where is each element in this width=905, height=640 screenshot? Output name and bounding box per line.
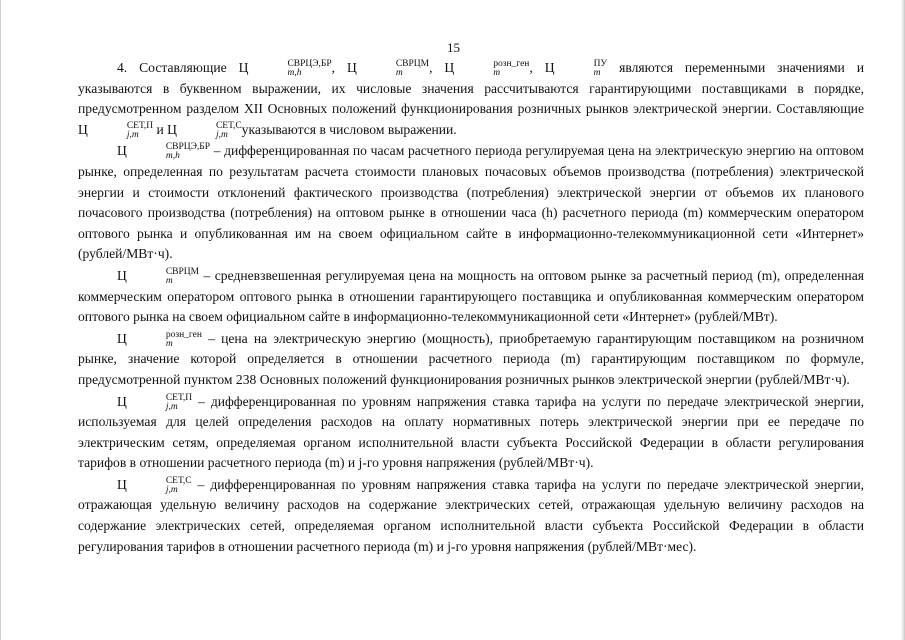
definition-text: – цена на электрическую энергию (мощность), приобретаемую гарантирующим поставщиком на розничном рынке, значение которой определяется в отношении расчетного периода (m) гарантирующим поставщиком по формуле, предусмотренной пунктом 238 Основных положений функционирования розничных рынков электрической энергии (рублей/МВт·ч). xyxy=(78,330,864,387)
para1-rest: являются переменными значениями и указываются в буквенном выражении, их числовые значения рассчитываются гарантирующими поставщиками в порядке, предусмотренном разделом XII Основных положений функционирования розничных рынков электрической энергии. Составляющие xyxy=(78,60,865,117)
definition-svrce-br xyxy=(78,141,864,265)
symbol-c-svrce-br: Ц СВРЦЭ,БР m,h xyxy=(117,142,211,162)
definition-set-p xyxy=(78,392,864,474)
symbol-c-set-s: Ц СЕТ,С j,m xyxy=(167,120,242,140)
document-body xyxy=(78,58,864,557)
definition-rozn-gen xyxy=(78,329,864,391)
definition-set-s xyxy=(78,475,864,557)
paragraph-components: 4. Составляющие Ц СВРЦЭ,БР m,h , Ц СВРЦМ m , Ц розн_ген m , Ц ПУ m являются переменными значениями и указываются в буквенном выражении, их числовые значения рассчитываются гарантирующими поставщиками в порядке, предусмотренном разделом XII Основных положений функционирования розничных рынков электрической энергии. Составляющие Ц СЕТ,П j,m и Ц СЕТ,С j,m указываются в числовом выражении. xyxy=(78,59,865,140)
definition-text: – дифференцированная по уровням напряжения ставка тарифа на услуги по передаче электрической энергии, отражающая удельную величину расходов на содержание электрических сетей, отражающая удельную величину расходов на содержание электрических сетей, определяемая органом исполнительной власти субъекта Российской Федерации в области регулирования тарифов в отношении расчетного периода (m) и j-го уровня напряжения (рублей/МВт·мес). xyxy=(78,476,864,554)
definition-svrcm xyxy=(78,266,864,328)
definition-text: – дифференцированная по часам расчетного периода регулируемая цена на электрическую энергию на оптовом рынке, определенная по результатам расчета стоимости плановых почасовых объемов производства (потребления) электрической энергии и стоимости отклонений фактического производства (потребления) электрической энергии от объемов их планового почасового производства (потребления) на оптовом рынке в отношении часа (h) расчетного периода (m) коммерческим оператором оптового рынка и опубликованная им на своем официальном сайте в информационно-телекоммуникационной сети «Интернет» (рублей/МВт·ч). xyxy=(78,143,864,262)
symbol-c-svrce-br: Ц СВРЦЭ,БР m,h xyxy=(238,59,332,78)
definition-text: – средневзвешенная регулируемая цена на мощность на оптовом рынке за расчетный период (m), определенная коммерческим оператором оптового рынка в отношении гарантирующего поставщика и опубликованная коммерческим оператором оптового рынка на своем официальном сайте в информационно-телекоммуникационной сети «Интернет» (рублей/МВт). xyxy=(78,267,864,325)
symbol-c-rozn-gen: Ц розн_ген m xyxy=(444,59,530,78)
definition-text: – дифференцированная по уровням напряжения ставка тарифа на услуги по передаче электрической энергии, используемая для целей определения расходов на оплату нормативных потерь электрической энергии при ее передаче по электрическим сетям, определяемая органом исполнительной власти субъекта Российской Федерации в области регулирования тарифов в отношении расчетного периода (m) и j-го уровня напряжения (рублей/МВт·ч). xyxy=(78,393,864,471)
para1-tail: указываются в числовом выражении. xyxy=(241,121,457,137)
symbol-c-set-s: Ц СЕТ,С j,m xyxy=(117,475,192,495)
page-number: 15 xyxy=(447,40,460,55)
symbol-c-set-p: Ц СЕТ,П j,m xyxy=(117,392,193,412)
symbol-c-set-p: Ц СЕТ,П j,m xyxy=(78,120,154,140)
symbol-c-svrcm: Ц СВРЦМ m xyxy=(346,59,430,78)
symbol-c-pu: Ц ПУ m xyxy=(544,59,608,78)
symbol-c-rozn-gen: Ц розн_ген m xyxy=(117,329,202,349)
para1-lead: 4. Составляющие xyxy=(117,60,239,75)
symbol-c-svrcm: Ц СВРЦМ m xyxy=(117,266,200,286)
scan-edge xyxy=(901,0,904,640)
